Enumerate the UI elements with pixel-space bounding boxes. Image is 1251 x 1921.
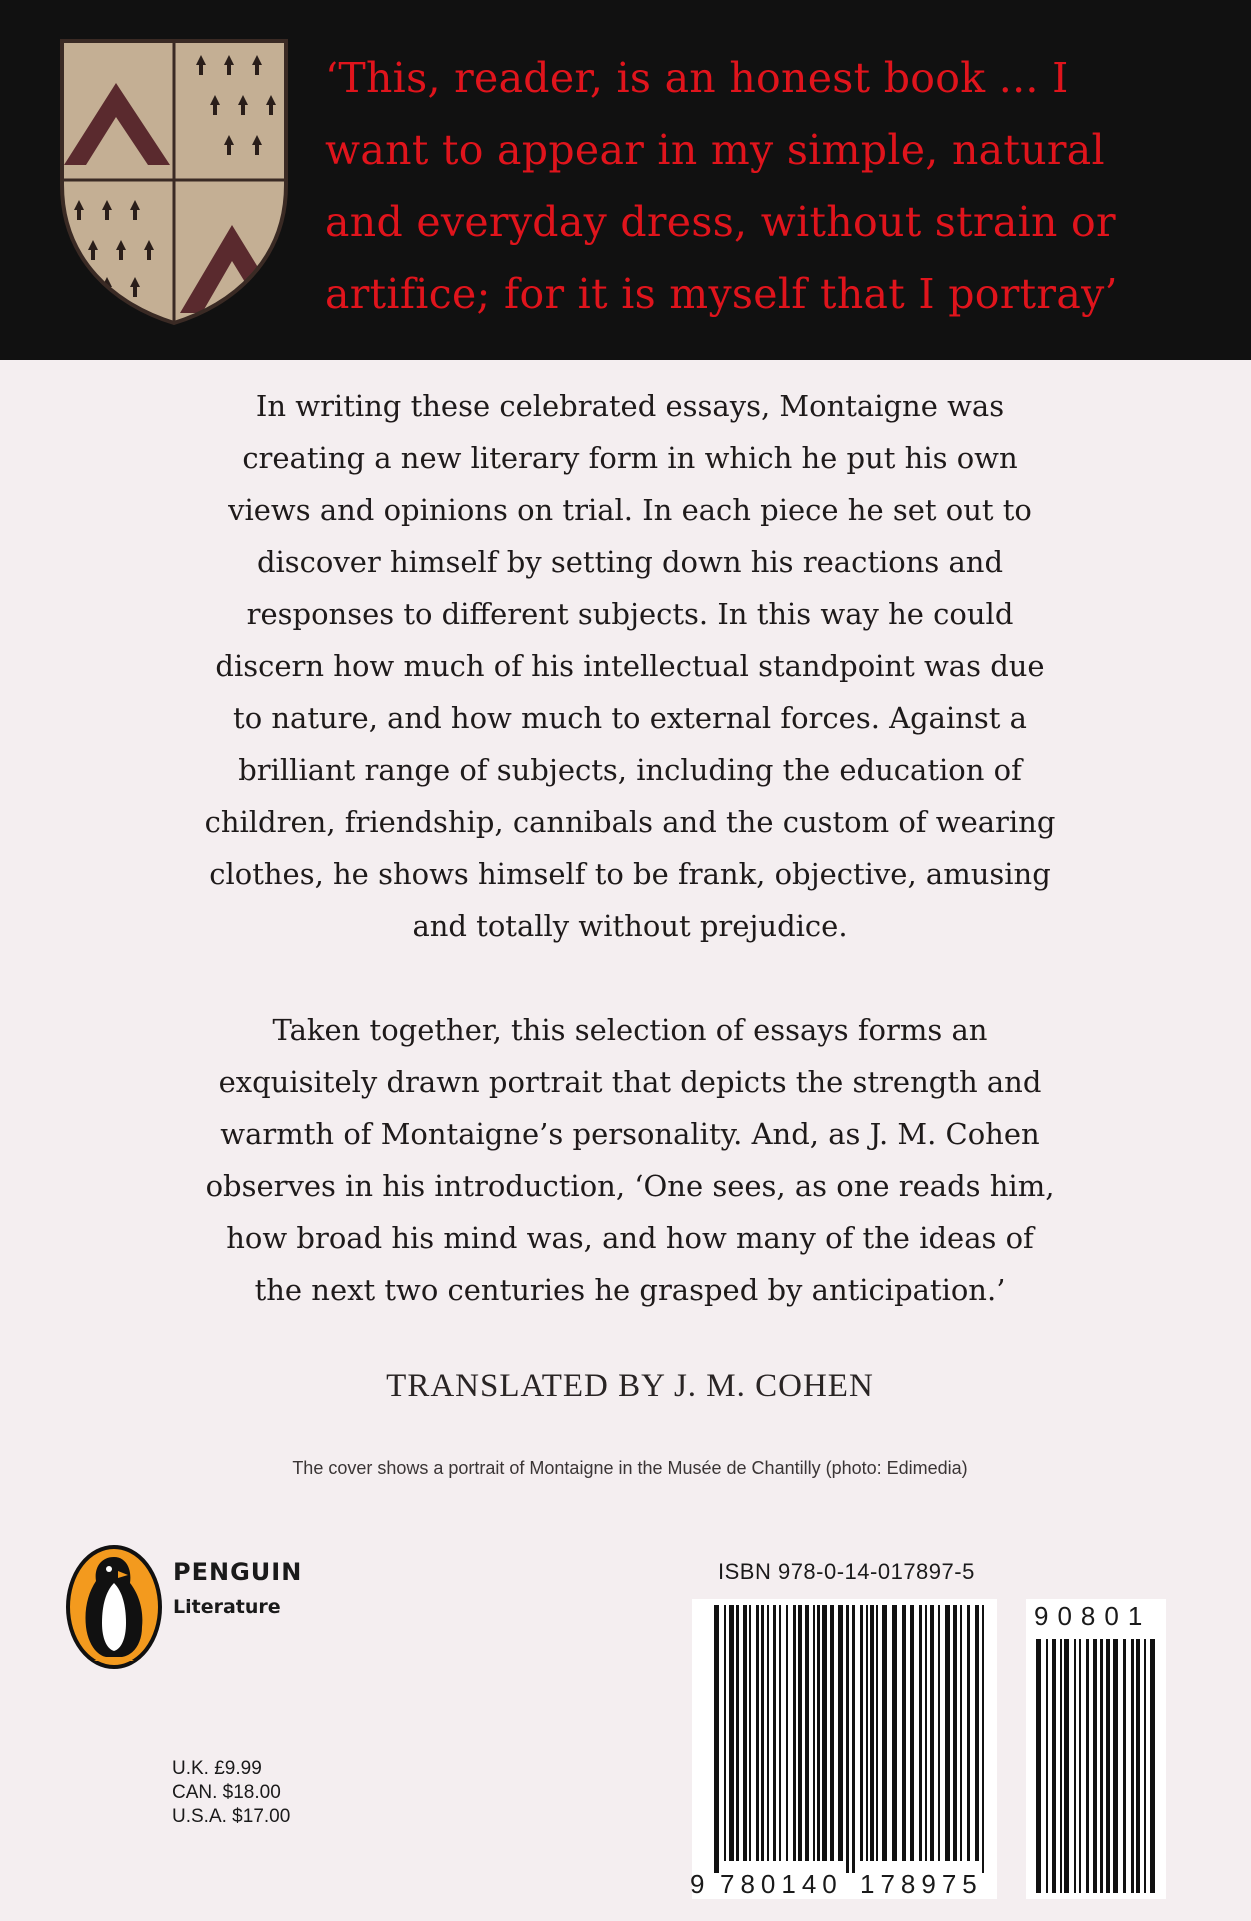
barcode-bar (817, 1605, 820, 1861)
barcode-bar (724, 1605, 726, 1861)
barcode-bar (805, 1605, 809, 1861)
addon-digits: 90801 (1034, 1601, 1152, 1631)
cover-credit: The cover shows a portrait of Montaigne in the Musée de Chantilly (photo: Edimedia) (292, 1458, 968, 1478)
barcode-bar (1036, 1639, 1041, 1893)
barcode-bar (830, 1605, 834, 1861)
ean-barcode (692, 1599, 997, 1899)
barcode-bar (846, 1605, 849, 1873)
publisher-name: PENGUIN (173, 1558, 303, 1586)
coat-of-arms-icon (58, 35, 290, 325)
penguin-logo-icon (64, 1543, 164, 1671)
barcode-bar (773, 1605, 776, 1861)
price-uk: U.K. £9.99 (172, 1758, 262, 1779)
barcode-bar (975, 1605, 979, 1861)
barcode-bar (860, 1605, 863, 1861)
barcode-bar (1093, 1639, 1097, 1893)
barcode-bar (1086, 1639, 1089, 1893)
barcode-bar (910, 1605, 914, 1861)
barcode-bar (1100, 1639, 1103, 1893)
barcode-bar (902, 1605, 906, 1861)
series-name: Literature (173, 1596, 281, 1618)
blurb-line: brilliant range of subjects, including the education of (238, 753, 1022, 787)
barcode-bar (1150, 1639, 1155, 1893)
barcode-bar (866, 1605, 868, 1861)
barcode-bar (1079, 1639, 1081, 1893)
barcode-bar (938, 1605, 940, 1861)
blurb-line: discern how much of his intellectual standpoint was due (215, 649, 1045, 683)
barcode-bar (1106, 1639, 1110, 1893)
barcode-bar (736, 1605, 739, 1861)
price-usa: U.S.A. $17.00 (172, 1806, 291, 1827)
barcode-bar (882, 1605, 887, 1861)
translator-credit: TRANSLATED BY J. M. COHEN (386, 1368, 874, 1404)
blurb-line: children, friendship, cannibals and the custom of wearing (204, 805, 1056, 839)
barcode-bar (925, 1605, 927, 1861)
barcode-bar (953, 1605, 957, 1861)
barcode-bar (967, 1605, 970, 1861)
blurb-line: responses to different subjects. In this way he could (246, 597, 1014, 631)
barcode-left-digits: 780140 (720, 1869, 843, 1899)
isbn-label: ISBN 978-0-14-017897-5 (718, 1559, 975, 1584)
barcode-bar (779, 1605, 781, 1861)
blurb-line: the next two centuries he grasped by anticipation.’ (254, 1273, 1006, 1307)
barcode-bar (786, 1605, 788, 1861)
barcode-bar (798, 1605, 802, 1861)
publisher-imprint (173, 1558, 302, 1618)
blurb-line: Taken together, this selection of essays forms an (272, 1013, 988, 1047)
top-band (0, 0, 1251, 360)
barcode-bar (1136, 1639, 1140, 1893)
barcode-bar (767, 1605, 769, 1861)
blurb-line: discover himself by setting down his reactions and (256, 545, 1004, 579)
barcode-bar (919, 1605, 922, 1861)
barcode-bar (813, 1605, 815, 1861)
barcode-bar (838, 1605, 843, 1861)
blurb-line: creating a new literary form in which he put his own (242, 441, 1018, 475)
barcode-bar (756, 1605, 759, 1861)
barcode-lead-digit: 9 (690, 1869, 705, 1899)
barcode-bar (729, 1605, 734, 1861)
barcode-bar (945, 1605, 950, 1861)
price-list (172, 1757, 290, 1829)
blurb-line: observes in his introduction, ‘One sees, as one reads him, (205, 1169, 1055, 1203)
paragraph-gap (130, 952, 1130, 1004)
barcode-bar (1113, 1639, 1118, 1893)
barcode-bar (743, 1605, 747, 1861)
quote-line: want to appear in my simple, natural (325, 126, 1105, 174)
barcode-bar (1060, 1639, 1062, 1893)
barcode-bar (749, 1605, 751, 1861)
barcode-bar (761, 1605, 764, 1861)
quote-line: and everyday dress, without strain or (325, 198, 1116, 246)
barcode-bar (960, 1605, 962, 1861)
blurb-line: and totally without prejudice. (412, 909, 848, 943)
quote-line: ‘This, reader, is an honest book ... I (325, 54, 1069, 102)
barcode-right-digits: 178975 (860, 1869, 983, 1899)
barcode-bar (1052, 1639, 1056, 1893)
quote-line: artifice; for it is myself that I portray’ (325, 270, 1118, 318)
epigraph-quote (325, 42, 1225, 330)
blurb-line: clothes, he shows himself to be frank, objective, amusing (209, 857, 1051, 891)
barcode-bar (1046, 1639, 1048, 1893)
barcode-bar (1123, 1639, 1126, 1893)
description-blurb (130, 380, 1130, 1316)
blurb-line: views and opinions on trial. In each piece he set out to (228, 493, 1032, 527)
barcode-bar (982, 1605, 984, 1873)
barcode-bar (1131, 1639, 1134, 1893)
blurb-line: how broad his mind was, and how many of the ideas of (226, 1221, 1034, 1255)
barcode-bar (852, 1605, 855, 1873)
blurb-line: warmth of Montaigne’s personality. And, as J. M. Cohen (220, 1117, 1040, 1151)
blurb-line: to nature, and how much to external forces. Against a (233, 701, 1027, 735)
barcode-bar (1074, 1639, 1076, 1893)
barcode-bar (793, 1605, 796, 1861)
barcode-bar (1144, 1639, 1146, 1893)
barcode-bar (876, 1605, 878, 1861)
blurb-line: In writing these celebrated essays, Montaigne was (255, 389, 1005, 423)
barcode-bar (822, 1605, 827, 1861)
barcode-bar (892, 1605, 897, 1861)
barcode-bar (870, 1605, 874, 1861)
barcode-bar (930, 1605, 934, 1861)
barcode-bar (1064, 1639, 1069, 1893)
blurb-line: exquisitely drawn portrait that depicts the strength and (218, 1065, 1042, 1099)
price-can: CAN. $18.00 (172, 1782, 281, 1803)
barcode-bar (714, 1605, 719, 1873)
addon-bars (1036, 1639, 1155, 1893)
addon-barcode (1026, 1599, 1166, 1899)
